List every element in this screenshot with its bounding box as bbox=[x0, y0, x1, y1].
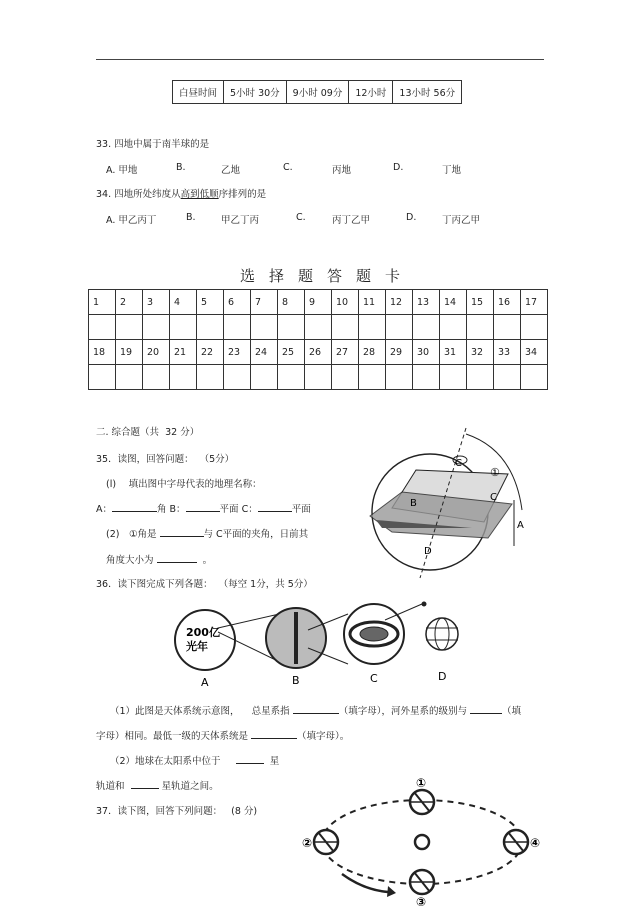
daylight-table bbox=[172, 80, 462, 104]
answer-cell[interactable] bbox=[467, 315, 494, 340]
question-number-cell: 17 bbox=[521, 290, 548, 315]
earth-position-1 bbox=[410, 790, 434, 814]
question-36-stem: 36．读下图完成下列各题： （每空 1分，共 5分） bbox=[96, 579, 313, 590]
question-36-part1-cont: 字母）相同。最低一级的天体系统是 （填字母）。 bbox=[96, 728, 349, 742]
answer-cell[interactable] bbox=[359, 315, 386, 340]
answer-cell[interactable] bbox=[197, 365, 224, 390]
answer-cell[interactable] bbox=[521, 365, 548, 390]
answer-cell[interactable] bbox=[251, 365, 278, 390]
answer-cell[interactable] bbox=[197, 315, 224, 340]
answer-cell[interactable] bbox=[170, 315, 197, 340]
option-b-letter[interactable]: B. bbox=[176, 162, 186, 173]
option-b-text[interactable]: 乙地 bbox=[221, 165, 241, 176]
question-35-stem: 35．读图，回答问题： （5分） bbox=[96, 454, 235, 465]
question-number-cell: 25 bbox=[278, 340, 305, 365]
answer-cell[interactable] bbox=[359, 365, 386, 390]
celestial-systems-diagram bbox=[170, 600, 470, 690]
ecliptic-diagram bbox=[362, 428, 527, 580]
answer-blank[interactable] bbox=[131, 778, 159, 789]
table-row bbox=[89, 365, 548, 390]
question-number-cell: 12 bbox=[386, 290, 413, 315]
answer-cell[interactable] bbox=[224, 365, 251, 390]
question-number-cell: 2 bbox=[116, 290, 143, 315]
question-number-cell: 24 bbox=[251, 340, 278, 365]
question-number-cell: 18 bbox=[89, 340, 116, 365]
label-b: B bbox=[292, 674, 300, 687]
question-number-cell: 23 bbox=[224, 340, 251, 365]
question-number-cell: 14 bbox=[440, 290, 467, 315]
answer-cell[interactable] bbox=[413, 315, 440, 340]
question-34-stem: 34. 四地所处纬度从高到低顺序排列的是 bbox=[96, 189, 267, 200]
answer-cell[interactable] bbox=[440, 365, 467, 390]
option-a[interactable]: A. 甲乙丙丁 bbox=[106, 215, 157, 226]
question-number-cell: 8 bbox=[278, 290, 305, 315]
question-number-cell: 28 bbox=[359, 340, 386, 365]
question-number-cell: 13 bbox=[413, 290, 440, 315]
earth-orbit-diagram bbox=[302, 772, 542, 906]
option-d-text[interactable]: 丁地 bbox=[442, 165, 462, 176]
answer-blank[interactable] bbox=[157, 552, 197, 563]
question-number-cell: 29 bbox=[386, 340, 413, 365]
answer-cell[interactable] bbox=[521, 315, 548, 340]
question-number-cell: 7 bbox=[251, 290, 278, 315]
sun bbox=[415, 835, 429, 849]
question-number-cell: 15 bbox=[467, 290, 494, 315]
question-number-cell: 1 bbox=[89, 290, 116, 315]
label-b: B bbox=[410, 498, 417, 509]
answer-cell[interactable] bbox=[386, 315, 413, 340]
question-35-part2: (2) ①角是 与 C平面的夹角，日前其 bbox=[106, 526, 308, 540]
answer-cell[interactable] bbox=[89, 365, 116, 390]
table-row bbox=[89, 290, 548, 315]
question-number-cell: 5 bbox=[197, 290, 224, 315]
header-rule bbox=[96, 59, 544, 60]
section-2-heading: 二. 综合题（共 32 分） bbox=[96, 427, 200, 438]
answer-cell[interactable] bbox=[278, 315, 305, 340]
answer-blank[interactable] bbox=[258, 501, 292, 512]
option-c-letter[interactable]: C. bbox=[283, 162, 293, 173]
galaxy-distance-text: 200亿 bbox=[186, 626, 220, 639]
answer-cell[interactable] bbox=[467, 365, 494, 390]
question-37-stem: 37．读下图，回答下列问题： (8 分) bbox=[96, 806, 258, 817]
answer-cell[interactable] bbox=[170, 365, 197, 390]
answer-cell[interactable] bbox=[143, 365, 170, 390]
question-number-cell: 20 bbox=[143, 340, 170, 365]
question-number-cell: 31 bbox=[440, 340, 467, 365]
option-d-text[interactable]: 丁丙乙甲 bbox=[442, 215, 481, 226]
answer-blank[interactable] bbox=[112, 501, 157, 512]
table-cell: 5小时 30分 bbox=[224, 81, 287, 104]
question-number-cell: 11 bbox=[359, 290, 386, 315]
question-number-cell: 27 bbox=[332, 340, 359, 365]
galaxy-distance-unit: 光年 bbox=[186, 640, 208, 653]
question-number-cell: 10 bbox=[332, 290, 359, 315]
question-35-fill-line: A： 角 B： 平面 C： 平面 bbox=[96, 501, 311, 515]
label-c: C bbox=[370, 672, 378, 685]
option-c-letter[interactable]: C. bbox=[296, 212, 306, 223]
answer-cell[interactable] bbox=[89, 315, 116, 340]
question-36-part2: （2）地球在太阳系中位于 星 bbox=[110, 753, 279, 767]
question-number-cell: 34 bbox=[521, 340, 548, 365]
table-row bbox=[89, 315, 548, 340]
question-35-part1: (l) 填出图中字母代表的地理名称： bbox=[106, 479, 262, 490]
earth-globe bbox=[426, 618, 458, 650]
table-cell: 9小时 09分 bbox=[286, 81, 349, 104]
label-2: ② bbox=[302, 836, 313, 850]
label-a: A bbox=[517, 520, 524, 531]
label-circle-1: ① bbox=[490, 466, 500, 479]
label-3: ③ bbox=[416, 895, 427, 906]
question-number-cell: 32 bbox=[467, 340, 494, 365]
inner-orbits bbox=[360, 627, 388, 641]
question-number-cell: 4 bbox=[170, 290, 197, 315]
option-b-letter[interactable]: B. bbox=[186, 212, 196, 223]
question-number-cell: 19 bbox=[116, 340, 143, 365]
question-36-part2-cont: 轨道和 星轨道之间。 bbox=[96, 778, 219, 792]
earth-position-4 bbox=[504, 830, 528, 854]
answer-cell[interactable] bbox=[116, 315, 143, 340]
label-a: A bbox=[201, 676, 209, 689]
direction-arrow bbox=[342, 874, 388, 892]
answer-cell[interactable] bbox=[224, 315, 251, 340]
label-1: ① bbox=[416, 776, 427, 790]
question-number-cell: 21 bbox=[170, 340, 197, 365]
label-4: ④ bbox=[530, 836, 541, 850]
question-number-cell: 22 bbox=[197, 340, 224, 365]
table-cell: 13小时 56分 bbox=[393, 81, 462, 104]
answer-cell[interactable] bbox=[251, 315, 278, 340]
answer-cell[interactable] bbox=[413, 365, 440, 390]
answer-cell[interactable] bbox=[332, 315, 359, 340]
question-33-stem: 33. 四地中属于南半球的是 bbox=[96, 139, 210, 150]
question-number-cell: 30 bbox=[413, 340, 440, 365]
answer-cell[interactable] bbox=[143, 315, 170, 340]
answer-cell[interactable] bbox=[386, 365, 413, 390]
answer-cell[interactable] bbox=[305, 315, 332, 340]
answer-blank[interactable] bbox=[236, 753, 264, 764]
table-row bbox=[89, 340, 548, 365]
question-number-cell: 9 bbox=[305, 290, 332, 315]
option-c-text[interactable]: 丙地 bbox=[332, 165, 352, 176]
answer-cell[interactable] bbox=[494, 365, 521, 390]
answer-card-table bbox=[88, 289, 548, 390]
answer-blank[interactable] bbox=[470, 703, 502, 714]
label-c: C bbox=[490, 492, 497, 503]
question-number-cell: 26 bbox=[305, 340, 332, 365]
question-36-part1: （1）此图是天体系统示意图， 总星系指 （填字母），河外星系的级别与 （填 bbox=[110, 703, 521, 717]
question-number-cell: 6 bbox=[224, 290, 251, 315]
option-c-text[interactable]: 丙丁乙甲 bbox=[332, 215, 371, 226]
table-cell: 12小时 bbox=[349, 81, 393, 104]
earth-dot bbox=[422, 602, 427, 607]
question-number-cell: 33 bbox=[494, 340, 521, 365]
question-number-cell: 16 bbox=[494, 290, 521, 315]
label-d: D bbox=[438, 670, 447, 683]
option-d-letter[interactable]: D. bbox=[393, 162, 404, 173]
answer-cell[interactable] bbox=[494, 315, 521, 340]
earth-position-3 bbox=[410, 870, 434, 894]
question-35-part2-cont: 角度大小为 。 bbox=[106, 552, 212, 566]
underlined-phrase: 高到低顺 bbox=[180, 189, 219, 200]
table-row bbox=[173, 81, 462, 104]
answer-blank[interactable] bbox=[293, 703, 339, 714]
answer-card-title: 选择题答题卡 bbox=[239, 267, 414, 285]
table-cell: 白昼时间 bbox=[173, 81, 224, 104]
answer-cell[interactable] bbox=[332, 365, 359, 390]
answer-cell[interactable] bbox=[440, 315, 467, 340]
answer-blank[interactable] bbox=[251, 728, 297, 739]
answer-cell[interactable] bbox=[305, 365, 332, 390]
arrow-head bbox=[387, 886, 396, 897]
option-b-text[interactable]: 甲乙丁丙 bbox=[221, 215, 260, 226]
answer-cell[interactable] bbox=[116, 365, 143, 390]
earth-position-2 bbox=[314, 830, 338, 854]
option-a[interactable]: A. 甲地 bbox=[106, 165, 138, 176]
answer-cell[interactable] bbox=[278, 365, 305, 390]
answer-blank[interactable] bbox=[160, 526, 204, 537]
question-number-cell: 3 bbox=[143, 290, 170, 315]
label-d: D bbox=[424, 546, 432, 557]
option-d-letter[interactable]: D. bbox=[406, 212, 417, 223]
label-c-rotation: C bbox=[455, 458, 462, 469]
answer-blank[interactable] bbox=[186, 501, 220, 512]
